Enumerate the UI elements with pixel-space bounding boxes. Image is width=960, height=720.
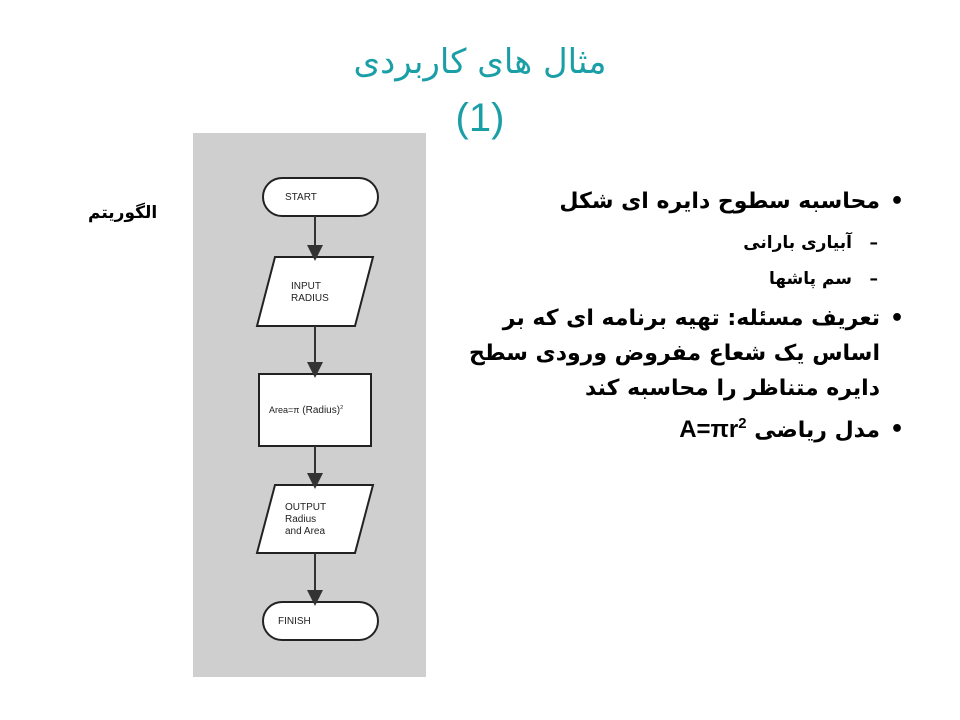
- dash-2: –: [869, 269, 878, 289]
- sub-bullet-2-text: سم پاشها: [768, 269, 852, 289]
- bullet-1-text: محاسبه سطوح دایره ای شکل: [559, 189, 880, 214]
- start-terminal: [263, 178, 378, 216]
- sub-bullet-1: [440, 229, 878, 257]
- input-line-2: RADIUS: [291, 293, 329, 304]
- process-pi: π: [293, 405, 300, 415]
- slide-title-line-2: (1): [455, 96, 505, 140]
- output-line-1: OUTPUT: [285, 502, 327, 513]
- output-label: [285, 502, 326, 538]
- dash-1: –: [869, 233, 878, 253]
- formula-exp: 2: [738, 416, 747, 432]
- sub-bullet-2: [440, 265, 878, 293]
- flowchart-figure: [193, 133, 426, 677]
- math-formula: [679, 412, 746, 447]
- input-line-1: INPUT: [291, 281, 321, 292]
- bullet-dot-2: •: [889, 306, 904, 331]
- algorithm-label: الگوریتم: [88, 203, 158, 223]
- bullet-dot-1: •: [889, 189, 904, 214]
- bullet-3-text: مدل ریاضی: [754, 418, 880, 443]
- start-label: START: [285, 192, 317, 203]
- slide-title-line-1: مثال های کاربردی: [353, 42, 607, 82]
- finish-label: FINISH: [278, 616, 311, 627]
- bullet-3: [440, 412, 904, 448]
- process-prefix: Area=: [269, 405, 294, 415]
- process-radius: (Radius): [299, 405, 341, 416]
- bullet-dot-3: •: [889, 417, 904, 442]
- formula-pi: π: [710, 416, 729, 443]
- bullet-1: [440, 184, 904, 219]
- process-label: [269, 404, 343, 417]
- input-label: [291, 281, 329, 305]
- process-exp: 2: [340, 405, 344, 411]
- bullet-2: [440, 301, 904, 406]
- bullet-list: [440, 180, 904, 448]
- bullet-2-text: تعریف مسئله: تهیه برنامه ای که بر اساس یک شعاع مفروض ورودی سطح دایره متناظر را محاسبه کند: [468, 306, 880, 401]
- output-line-3: and Area: [285, 526, 326, 537]
- formula-prefix: A=: [679, 416, 711, 443]
- output-line-2: Radius: [285, 514, 317, 525]
- formula-var: r: [728, 416, 739, 443]
- sub-bullet-1-text: آبیاری بارانی: [743, 233, 852, 253]
